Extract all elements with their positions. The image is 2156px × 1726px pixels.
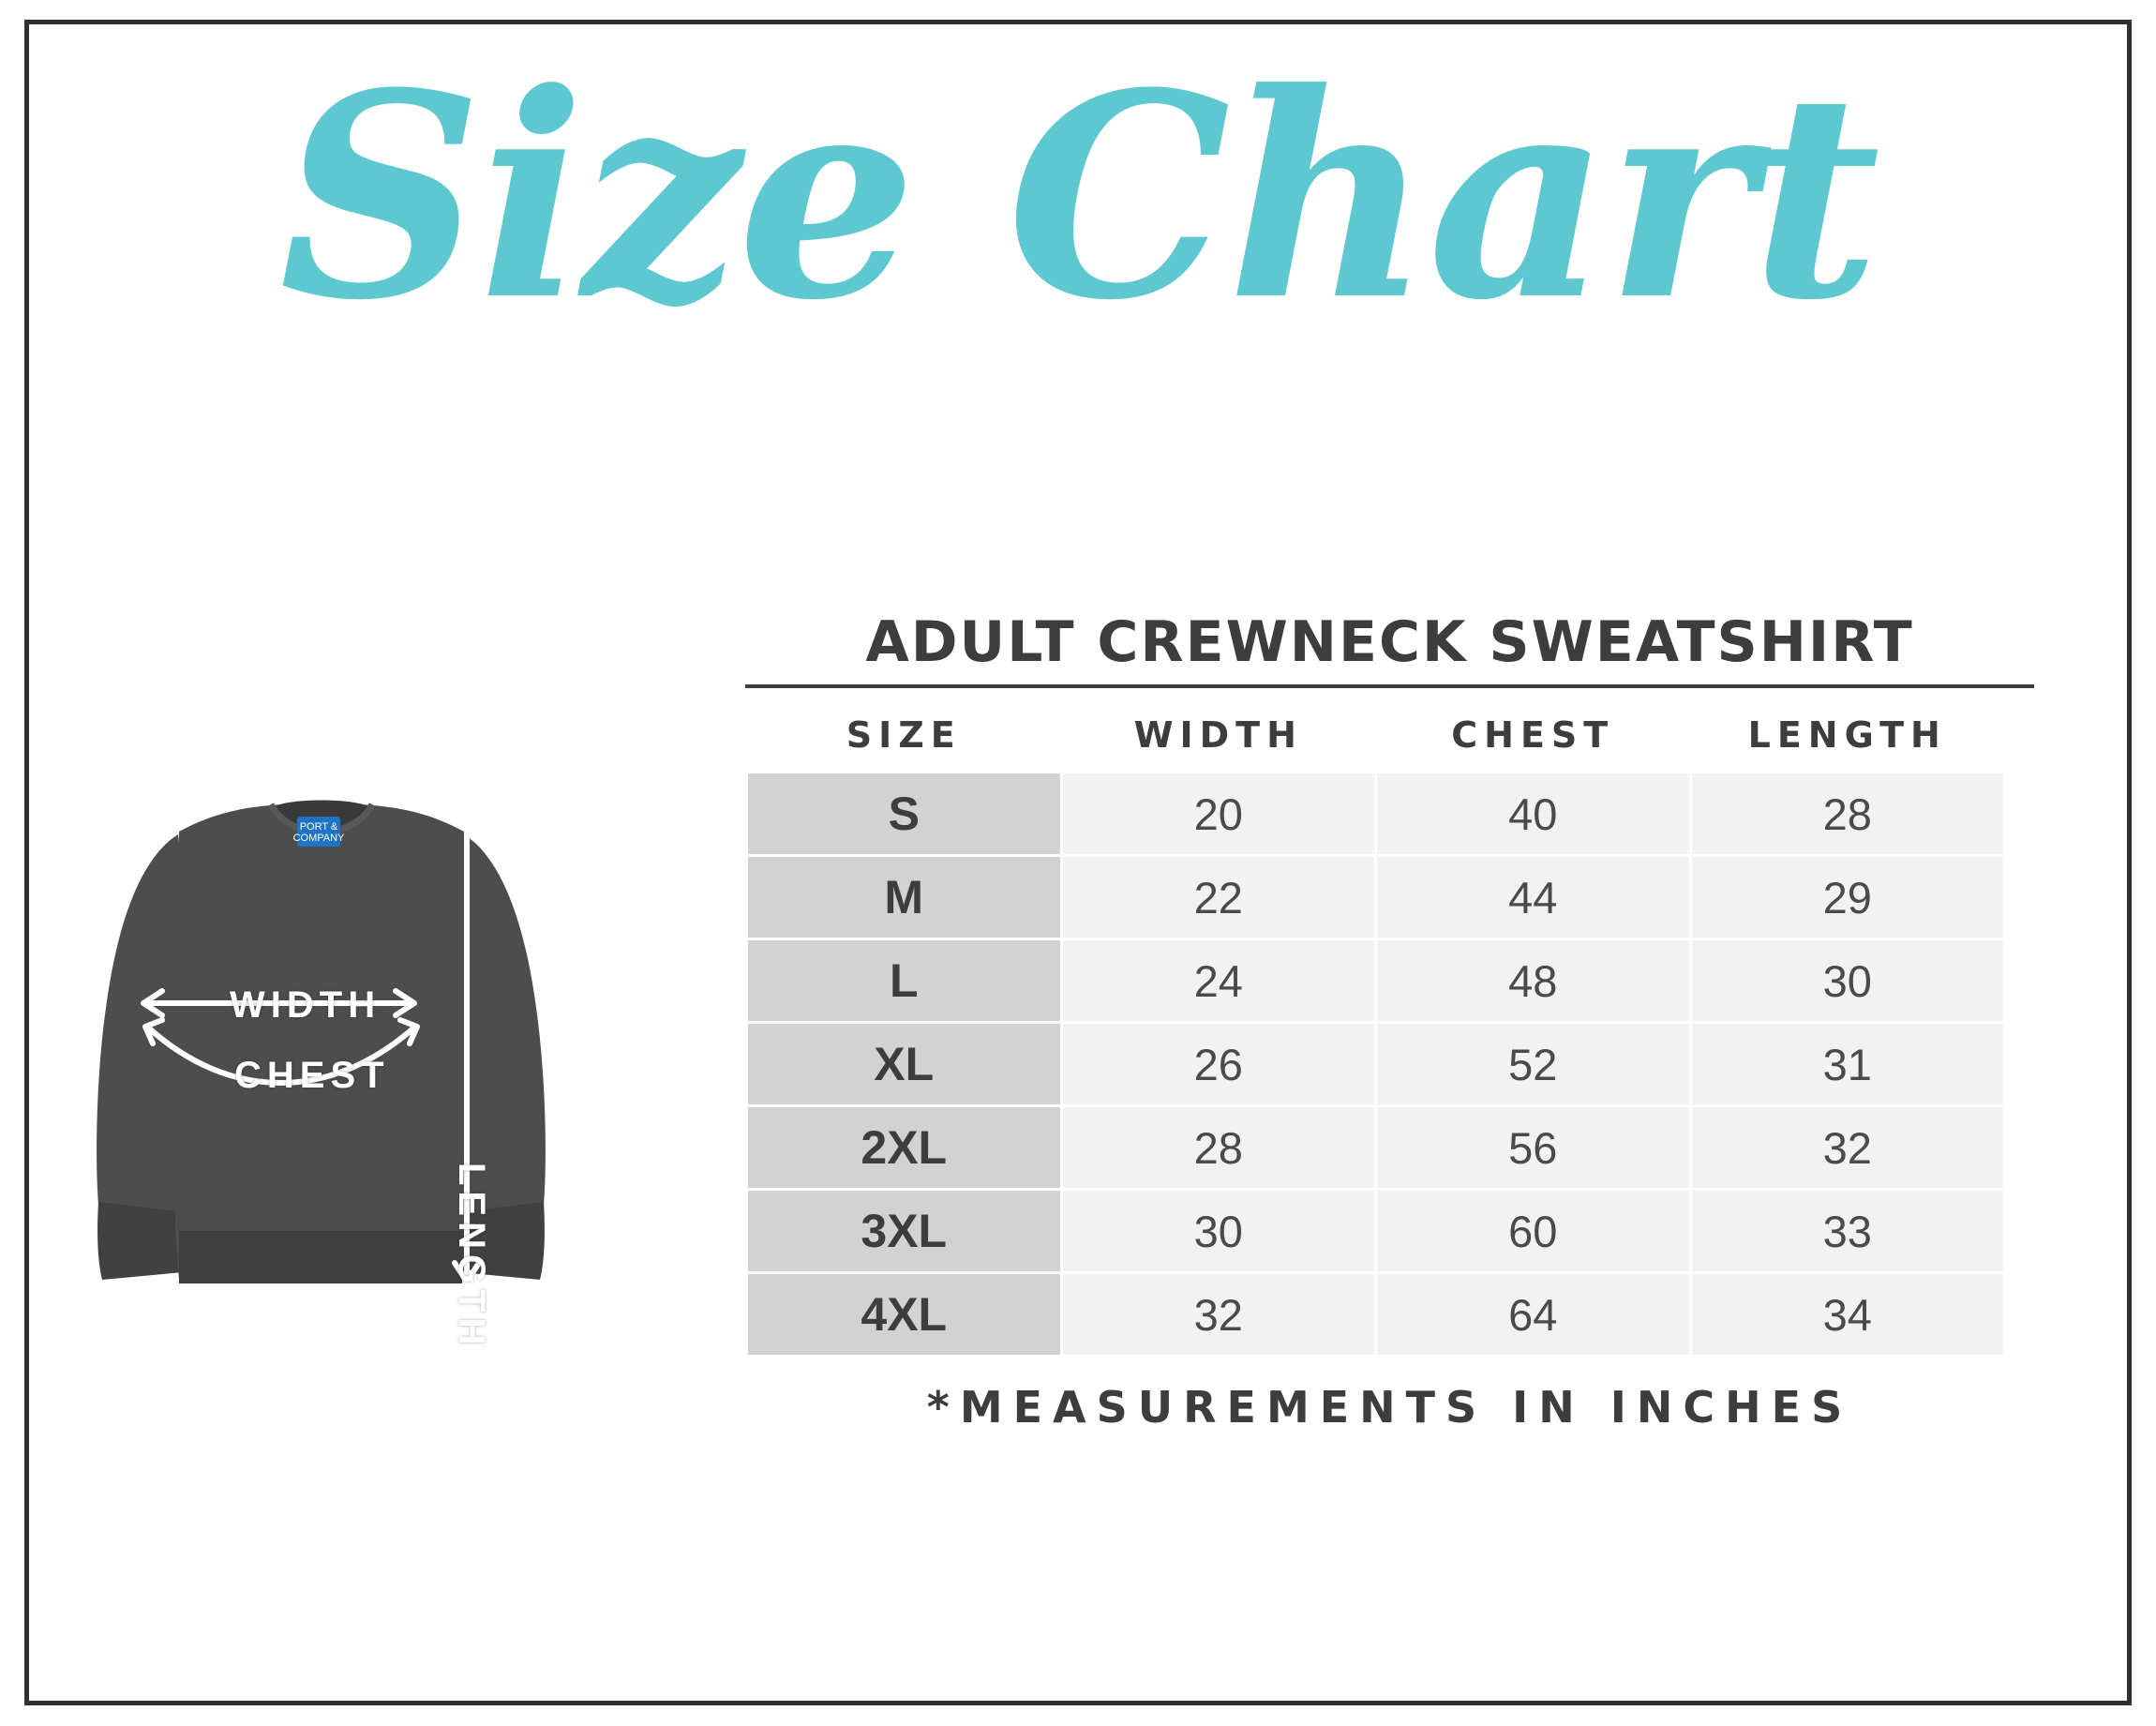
width-label: WIDTH bbox=[230, 984, 382, 1026]
cell-length: 30 bbox=[1690, 939, 2005, 1023]
cell-size: M bbox=[747, 856, 1062, 939]
column-header-chest: CHEST bbox=[1451, 714, 1615, 756]
cell-size: 4XL bbox=[747, 1273, 1062, 1357]
cell-width: 20 bbox=[1061, 773, 1376, 856]
column-header-width: WIDTH bbox=[1133, 714, 1303, 756]
cell-width: 28 bbox=[1061, 1106, 1376, 1190]
table-row bbox=[747, 1273, 2005, 1357]
table-row bbox=[747, 1190, 2005, 1273]
table-header-row bbox=[747, 709, 2005, 773]
cell-size: 2XL bbox=[747, 1106, 1062, 1190]
cell-width: 22 bbox=[1061, 856, 1376, 939]
cell-length: 32 bbox=[1690, 1106, 2005, 1190]
table-row bbox=[747, 1023, 2005, 1106]
sweatshirt-illustration bbox=[89, 792, 689, 1467]
cell-size: L bbox=[747, 939, 1062, 1023]
size-table bbox=[745, 709, 2006, 1358]
cell-chest: 40 bbox=[1376, 773, 1691, 856]
table-row bbox=[747, 1106, 2005, 1190]
column-header-length: LENGTH bbox=[1747, 714, 1947, 756]
cell-width: 30 bbox=[1061, 1190, 1376, 1273]
cell-length: 31 bbox=[1690, 1023, 2005, 1106]
cell-length: 28 bbox=[1690, 773, 2005, 856]
length-label: LENGTH bbox=[451, 1163, 492, 1351]
cell-chest: 48 bbox=[1376, 939, 1691, 1023]
cell-size: S bbox=[747, 773, 1062, 856]
column-header-size: SIZE bbox=[846, 714, 962, 756]
cell-chest: 60 bbox=[1376, 1190, 1691, 1273]
cell-size: 3XL bbox=[747, 1190, 1062, 1273]
table-title: ADULT CREWNECK SWEATSHIRT bbox=[745, 609, 2034, 688]
cell-chest: 64 bbox=[1376, 1273, 1691, 1357]
cell-size: XL bbox=[747, 1023, 1062, 1106]
table-row bbox=[747, 856, 2005, 939]
table-row bbox=[747, 773, 2005, 856]
svg-text:PORT &: PORT & bbox=[299, 821, 338, 833]
cell-width: 32 bbox=[1061, 1273, 1376, 1357]
cell-chest: 52 bbox=[1376, 1023, 1691, 1106]
cell-chest: 44 bbox=[1376, 856, 1691, 939]
measurements-footnote: *MEASUREMENTS IN INCHES bbox=[926, 1382, 1853, 1433]
cell-chest: 56 bbox=[1376, 1106, 1691, 1190]
size-chart-section bbox=[745, 609, 2034, 1433]
cell-width: 24 bbox=[1061, 939, 1376, 1023]
cell-length: 29 bbox=[1690, 856, 2005, 939]
cell-width: 26 bbox=[1061, 1023, 1376, 1106]
svg-text:COMPANY: COMPANY bbox=[292, 833, 345, 844]
sweatshirt-graphic bbox=[89, 792, 689, 1467]
page-title: Size Chart bbox=[278, 31, 1878, 362]
cell-length: 33 bbox=[1690, 1190, 2005, 1273]
table-row bbox=[747, 939, 2005, 1023]
chest-label: CHEST bbox=[234, 1055, 390, 1096]
cell-length: 34 bbox=[1690, 1273, 2005, 1357]
